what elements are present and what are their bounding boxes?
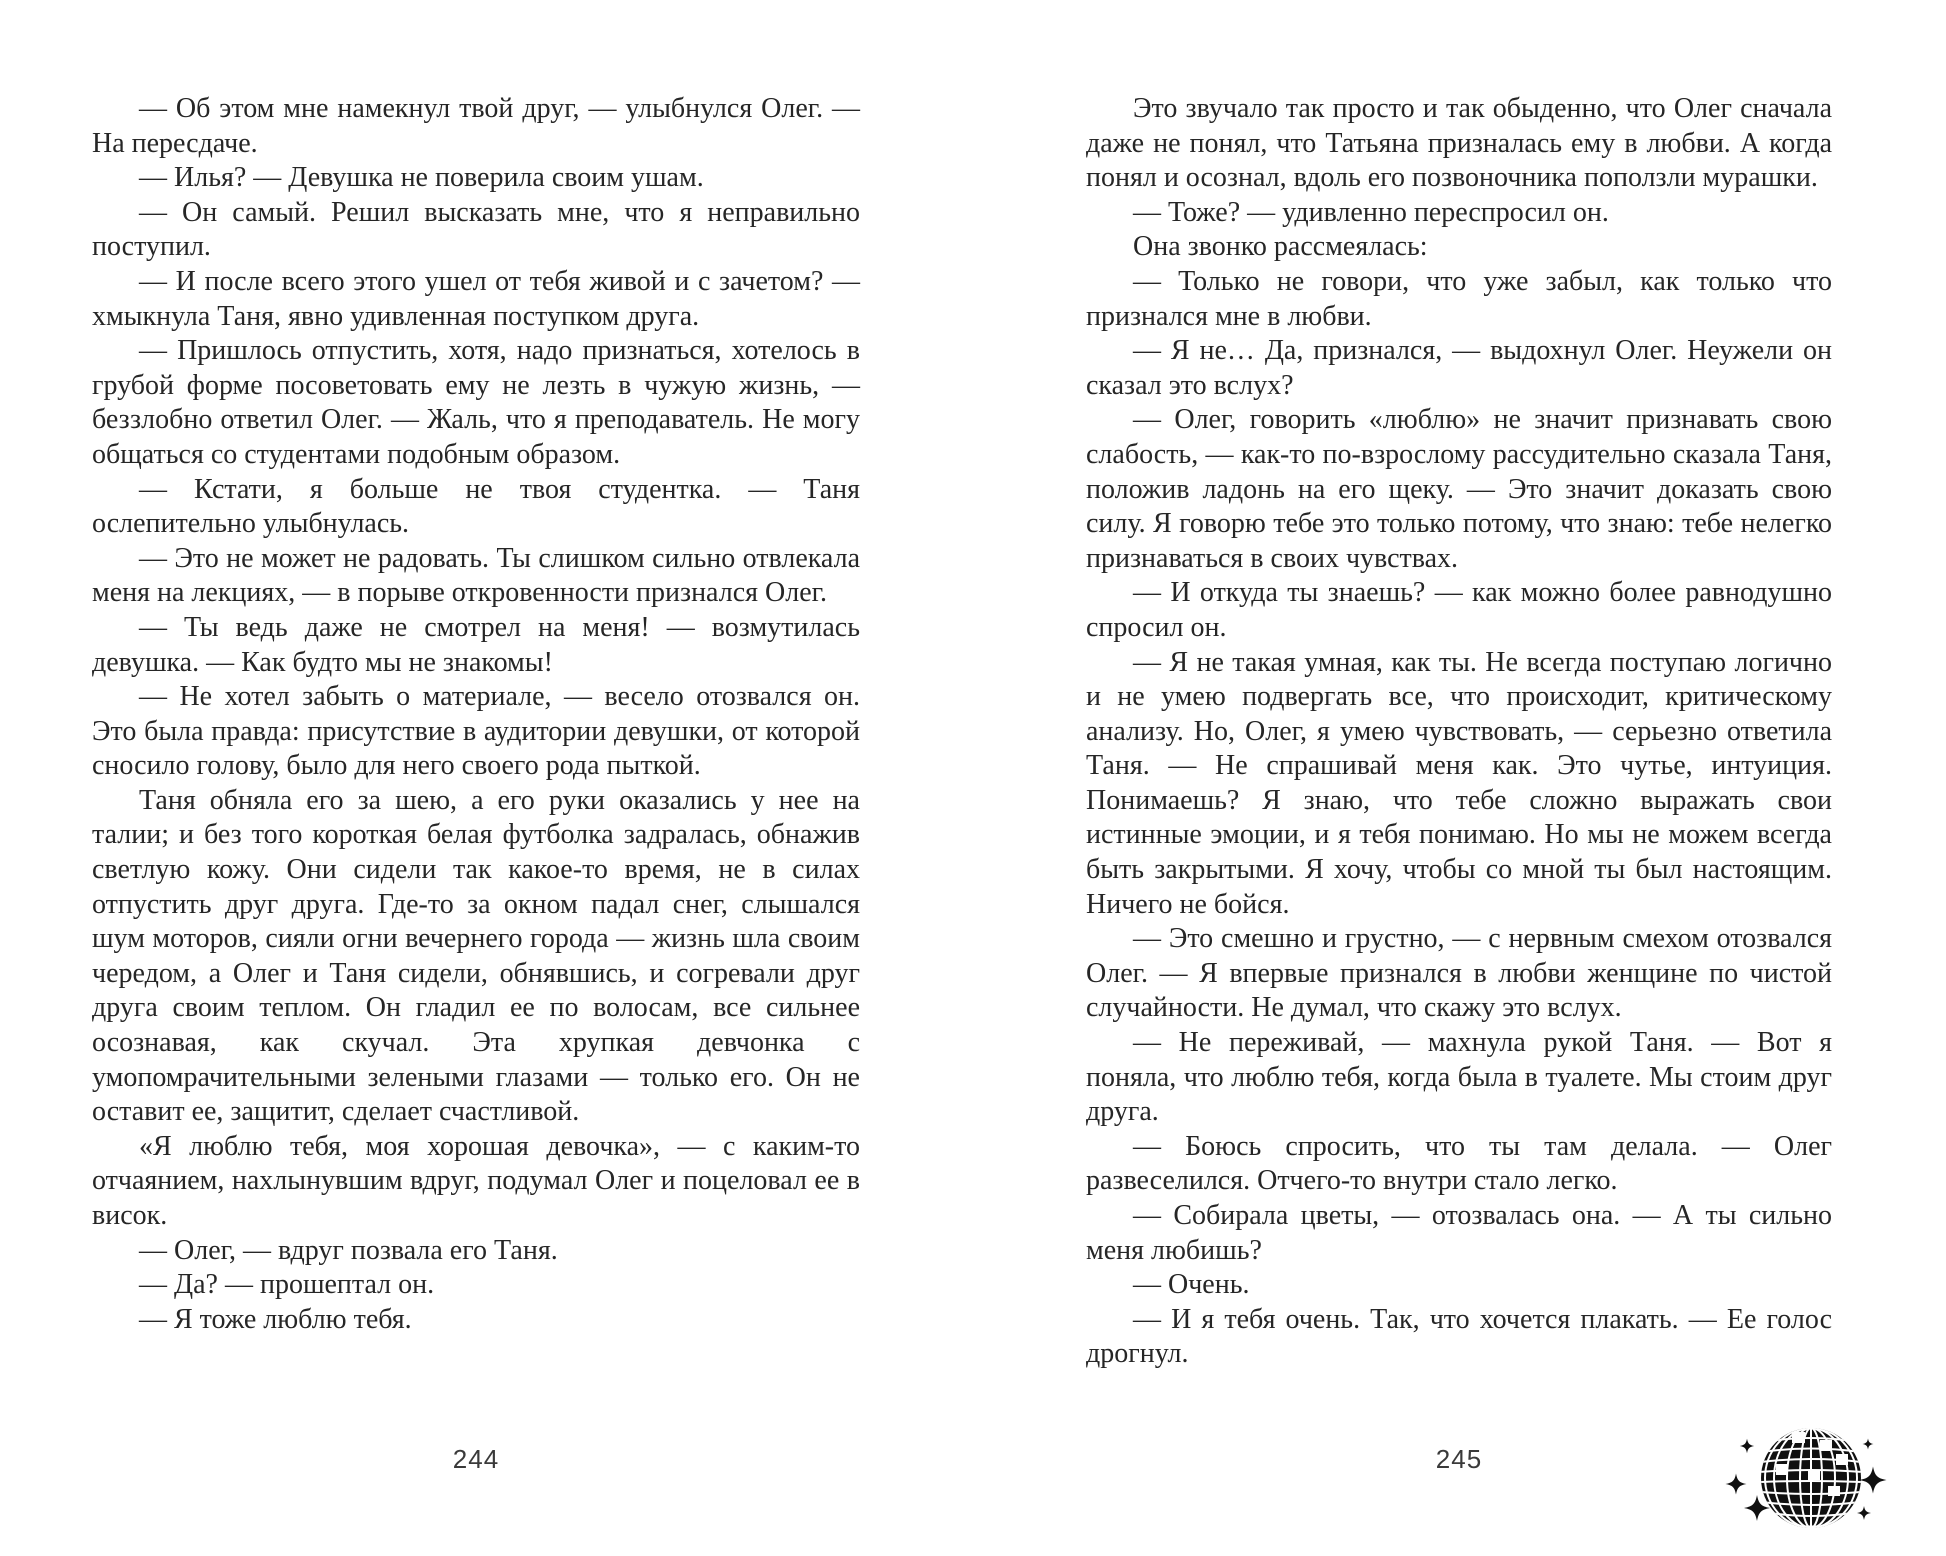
paragraph: — Я тоже люблю тебя. <box>139 1303 412 1335</box>
page-left-text <box>92 92 860 1337</box>
paragraph: Таня обняла его за шею, а его руки оказались у нее на талии; и без того короткая белая футболка задралась, обнажив светлую кожу. Они сидели так какое-то время, не в силах отпустить друг друга. Где-то за окном падал снег, слышался шум моторов, сияли огни вечернего города — жизнь шла своим чередом, а Олег и Таня сидели, обнявшись, и согревали друг друга своим теплом. Он гладил ее по волосам, все сильнее осознавая, как скучал. Эта хрупкая девчонка с умопомрачительными зелеными глазами — только его. Он не оставит ее, защитит, сделает счастливой. <box>92 784 860 1128</box>
paragraph: — Очень. <box>1133 1269 1250 1301</box>
paragraph: — Не хотел забыть о материале, — весело отозвался он. Это была правда: присутствие в аудитории девушки, от которой сносило голову, было для него своего рода пыткой. <box>92 681 860 782</box>
paragraph: — Я не… Да, признался, — выдохнул Олег. Неужели он сказал это вслух? <box>1086 335 1832 401</box>
paragraph: — И после всего этого ушел от тебя живой и с зачетом? — хмыкнула Таня, явно удивленная поступком друга. <box>92 265 860 332</box>
paragraph: — Да? — прошептал он. <box>139 1269 435 1301</box>
page-right-text <box>1086 92 1832 1372</box>
paragraph: — Собирала цветы, — отозвалась она. — А ты сильно меня любишь? <box>1086 1200 1832 1266</box>
paragraph: — Боюсь спросить, что ты там делала. — Олег развеселился. Отчего-то внутри стало легко. <box>1086 1130 1832 1197</box>
paragraph: — Олег, говорить «люблю» не значит признавать свою слабость, — как-то по-взрослому рассудительно сказала Таня, положив ладонь на его щеку. — Это значит доказать свою силу. Я говорю тебе это только потому, что знаю: тебе нелегко признаваться в своих чувствах. <box>1086 404 1832 574</box>
disco-ball <box>1760 1428 1862 1528</box>
disco-ball-icon <box>1716 1420 1896 1542</box>
paragraph: Она звонко рассмеялась: <box>1133 231 1428 263</box>
paragraph: — Пришлось отпустить, хотя, надо признаться, хотелось в грубой форме посоветовать ему не лезть в чужую жизнь, — беззлобно ответил Олег. — Жаль, что я преподаватель. Не могу общаться со студентами подобным образом. <box>92 335 860 470</box>
paragraph: — Олег, — вдруг позвала его Таня. <box>139 1234 558 1266</box>
paragraph: — Об этом мне намекнул твой друг, — улыбнулся Олег. — На пересдаче. <box>92 93 860 159</box>
chapter-end-ornament <box>1716 1420 1896 1542</box>
paragraph: — Я не такая умная, как ты. Не всегда поступаю логично и не умею подвергать все, что происходит, критическому анализу. Но, Олег, я умею чувствовать, — серьезно ответила Таня. — Не спрашивай меня как. Это чутье, интуиция. Понимаешь? Я знаю, что тебе сложно выражать свои истинные эмоции, и я тебя понимаю. Но мы не можем всегда быть закрытыми. Я хочу, чтобы со мной ты был настоящим. Ничего не бойся. <box>1086 646 1832 920</box>
paragraph: — Кстати, я больше не твоя студентка. — Таня ослепительно улыбнулась. <box>92 473 860 540</box>
paragraph: — Это не может не радовать. Ты слишком сильно отвлекала меня на лекциях, — в порыве откровенности признался Олег. <box>92 542 860 609</box>
paragraph: — Только не говори, что уже забыл, как только что признался мне в любви. <box>1086 265 1832 332</box>
paragraph: «Я люблю тебя, моя хорошая девочка», — с каким-то отчаянием, нахлынувшим вдруг, подумал Олег и поцеловал ее в висок. <box>92 1130 860 1231</box>
paragraph: Это звучало так просто и так обыденно, что Олег сначала даже не понял, что Татьяна призналась ему в любви. А когда понял и осознал, вдоль его позвоночника поползли мурашки. <box>1086 93 1832 194</box>
page-number: 244 <box>452 1444 500 1474</box>
paragraph: — Это смешно и грустно, — с нервным смехом отозвался Олег. — Я впервые признался в любви женщине по чистой случайности. Не думал, что скажу это вслух. <box>1086 923 1832 1024</box>
paragraph: — Он самый. Решил высказать мне, что я неправильно поступил. <box>92 196 860 263</box>
page-number: 245 <box>1435 1444 1483 1474</box>
paragraph: — И откуда ты знаешь? — как можно более равнодушно спросил он. <box>1086 577 1832 643</box>
paragraph: — И я тебя очень. Так, что хочется плакать. — Ее голос дрогнул. <box>1086 1303 1832 1370</box>
paragraph: — Не переживай, — махнула рукой Таня. — Вот я поняла, что люблю тебя, когда была в туалете. Мы стоим друг друга. <box>1086 1027 1832 1128</box>
paragraph: — Илья? — Девушка не поверила своим ушам. <box>139 162 704 194</box>
paragraph: — Тоже? — удивленно переспросил он. <box>1133 196 1609 228</box>
paragraph: — Ты ведь даже не смотрел на меня! — возмутилась девушка. — Как будто мы не знакомы! <box>92 611 860 678</box>
